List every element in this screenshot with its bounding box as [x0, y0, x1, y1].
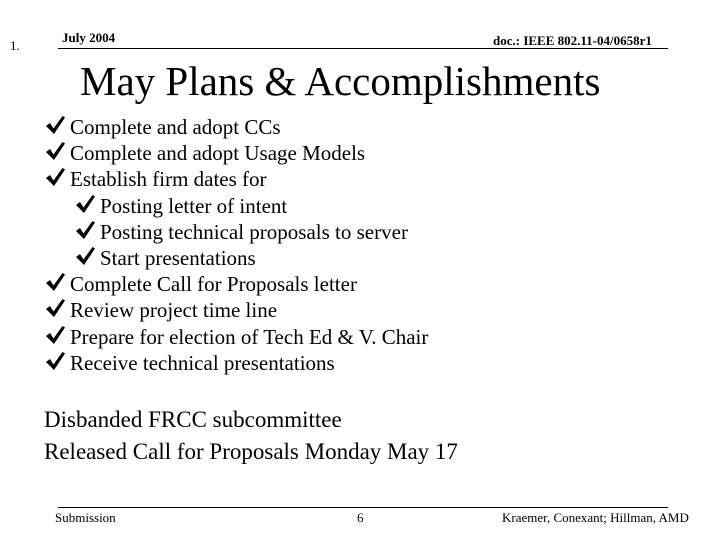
footer-submission: Submission: [55, 510, 116, 525]
bullet-text: Complete and adopt CCs: [70, 115, 281, 139]
bullet-text: Start presentations: [100, 245, 256, 270]
notes: [44, 404, 458, 468]
checkmark-icon: [44, 140, 70, 162]
footer-authors: Kraemer, Conexant; Hillman, AMD: [502, 510, 689, 525]
bullet-item: [44, 193, 428, 219]
bullet-item: [44, 219, 428, 245]
bullet-item: [44, 114, 428, 140]
bullet-item: [44, 271, 428, 297]
checkmark-icon: [74, 219, 100, 241]
checkmark-icon: [74, 245, 100, 267]
bullet-text: Receive technical presentations: [70, 350, 335, 375]
checkmark-icon: [44, 324, 70, 346]
bullet-item: [44, 297, 428, 323]
footer-rule: [58, 507, 668, 508]
checkmark-icon: [44, 297, 70, 319]
bullet-text: Establish firm dates for: [70, 167, 267, 192]
bullet-item: [44, 166, 428, 192]
bullet-item: [44, 350, 428, 376]
bullet-item: [44, 140, 428, 166]
header-doc-id: doc.: IEEE 802.11-04/0658r1: [493, 33, 652, 48]
bullet-text: Complete Call for Proposals letter: [70, 272, 357, 297]
bullet-list: [44, 114, 428, 376]
slide-number: 1.: [10, 38, 20, 53]
note-line: Disbanded FRCC subcommittee: [44, 407, 342, 432]
checkmark-icon: [44, 271, 70, 293]
bullet-text: Posting technical proposals to server: [100, 219, 408, 244]
checkmark-icon: [74, 193, 100, 215]
bullet-text: Prepare for election of Tech Ed & V. Chair: [70, 324, 429, 349]
note-line: Released Call for Proposals Monday May 17: [44, 439, 458, 464]
bullet-text: Complete and adopt Usage Models: [70, 141, 366, 166]
header-rule: [58, 48, 668, 49]
checkmark-icon: [44, 114, 70, 136]
bullet-item: [44, 324, 428, 350]
bullet-text: Posting letter of intent: [100, 193, 288, 218]
checkmark-icon: [44, 350, 70, 372]
slide-title: May Plans & Accomplishments: [80, 58, 601, 104]
footer-page-number: 6: [357, 510, 364, 525]
header-date: July 2004: [62, 30, 116, 45]
bullet-text: Review project time line: [70, 298, 278, 323]
checkmark-icon: [44, 166, 70, 188]
bullet-item: [44, 245, 428, 271]
